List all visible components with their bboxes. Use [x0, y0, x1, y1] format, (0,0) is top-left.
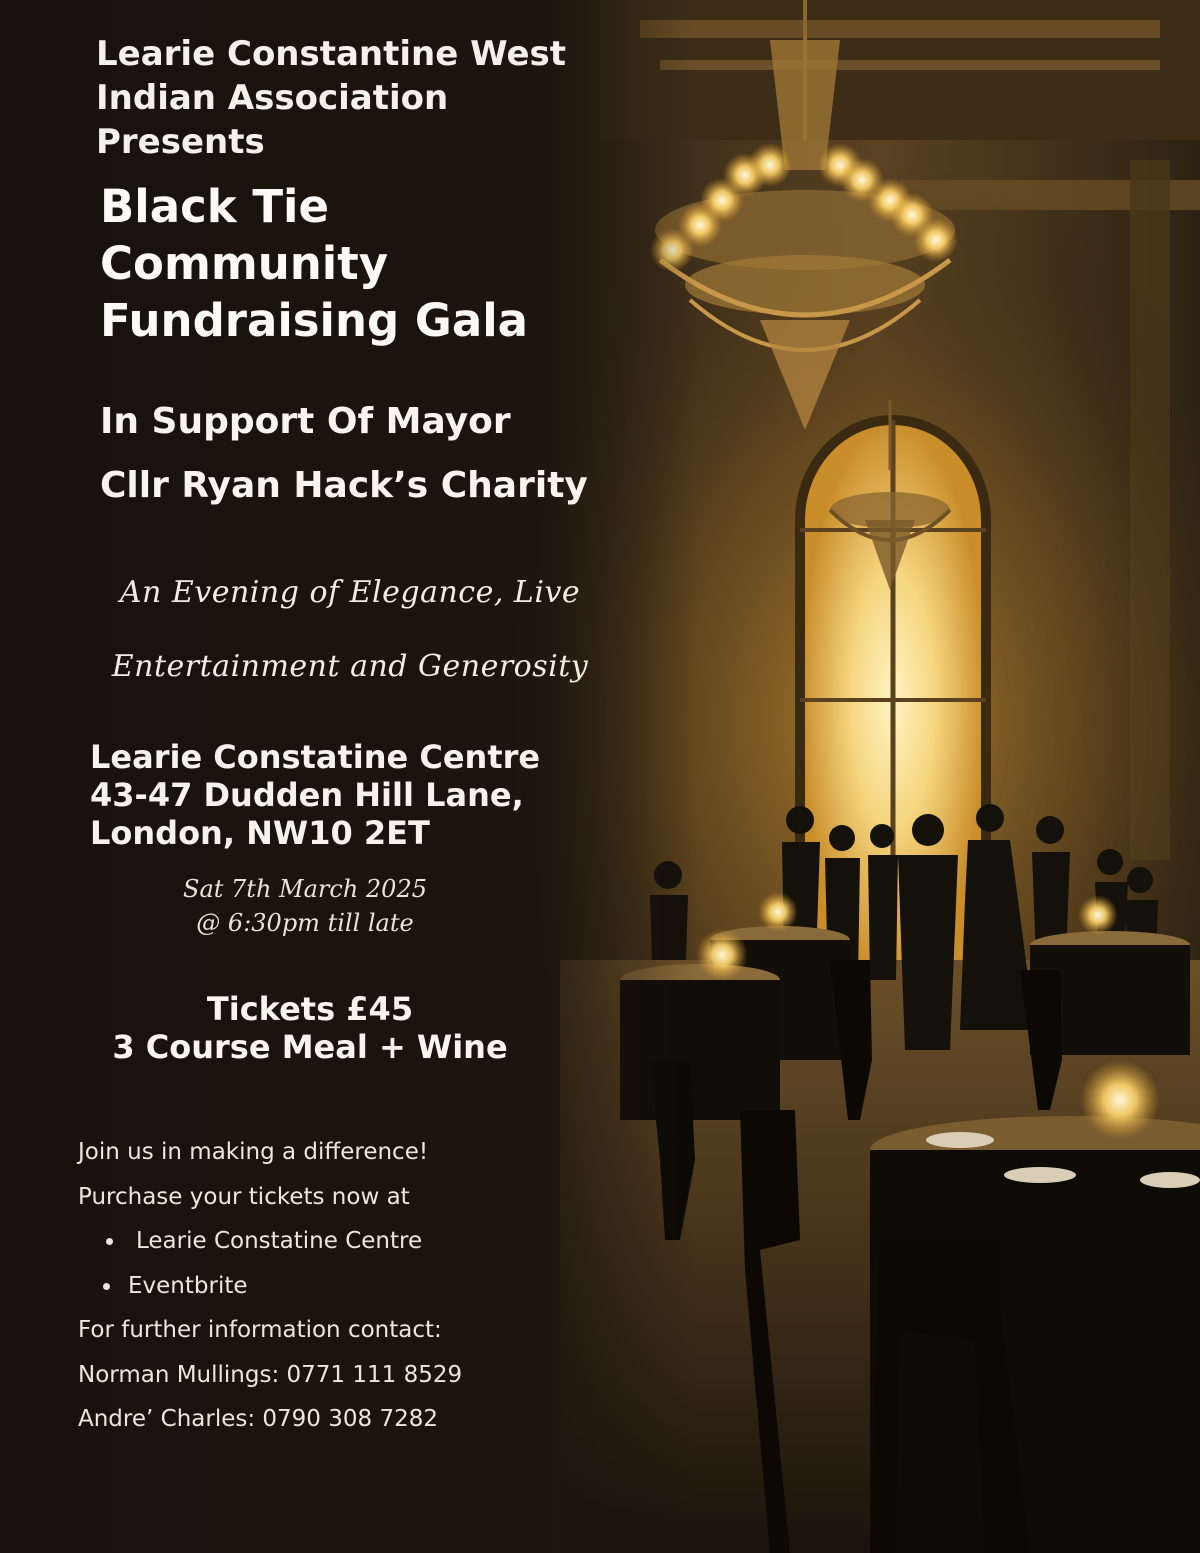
tagline	[80, 556, 620, 704]
venue-city: London, NW10 2ET	[90, 814, 430, 852]
charity-support	[100, 390, 588, 518]
ticket-price: Tickets £45	[206, 990, 414, 1028]
event-date: Sat 7th March 2025	[183, 875, 427, 903]
contact-phone: Norman Mullings: 0771 111 8529	[78, 1361, 463, 1388]
organiser-line: Presents	[96, 122, 265, 162]
tagline-line: Entertainment and Generosity	[111, 649, 589, 684]
purchase-contact-info	[78, 1130, 462, 1442]
ticket-includes: 3 Course Meal + Wine	[112, 1028, 508, 1066]
venue-address	[90, 738, 540, 852]
organiser-line: Learie Constantine West	[96, 34, 566, 74]
contact-heading: For further information contact:	[78, 1317, 442, 1343]
organiser-line: Indian Association	[96, 78, 449, 118]
event-time: @ 6:30pm till late	[196, 909, 414, 937]
outlet-list-item: Eventbrite	[78, 1264, 462, 1309]
title-line: Black Tie	[100, 180, 329, 233]
event-title	[100, 178, 528, 349]
event-datetime	[120, 872, 490, 940]
outlet-list-item: Learie Constatine Centre	[78, 1219, 462, 1264]
support-line: Cllr Ryan Hack’s Charity	[100, 465, 588, 506]
tagline-line: An Evening of Elegance, Live	[119, 575, 581, 610]
info-intro: Join us in making a difference!	[78, 1139, 429, 1165]
organiser-heading	[96, 32, 566, 164]
title-line: Community	[100, 237, 389, 290]
contact-phone: Andre’ Charles: 0790 308 7282	[78, 1406, 438, 1432]
support-line: In Support Of Mayor	[100, 401, 511, 442]
venue-street: 43-47 Dudden Hill Lane,	[90, 776, 524, 814]
venue-name: Learie Constatine Centre	[90, 738, 541, 776]
ticket-info	[80, 990, 540, 1066]
info-intro: Purchase your tickets now at	[78, 1183, 410, 1210]
title-line: Fundraising Gala	[100, 294, 528, 347]
